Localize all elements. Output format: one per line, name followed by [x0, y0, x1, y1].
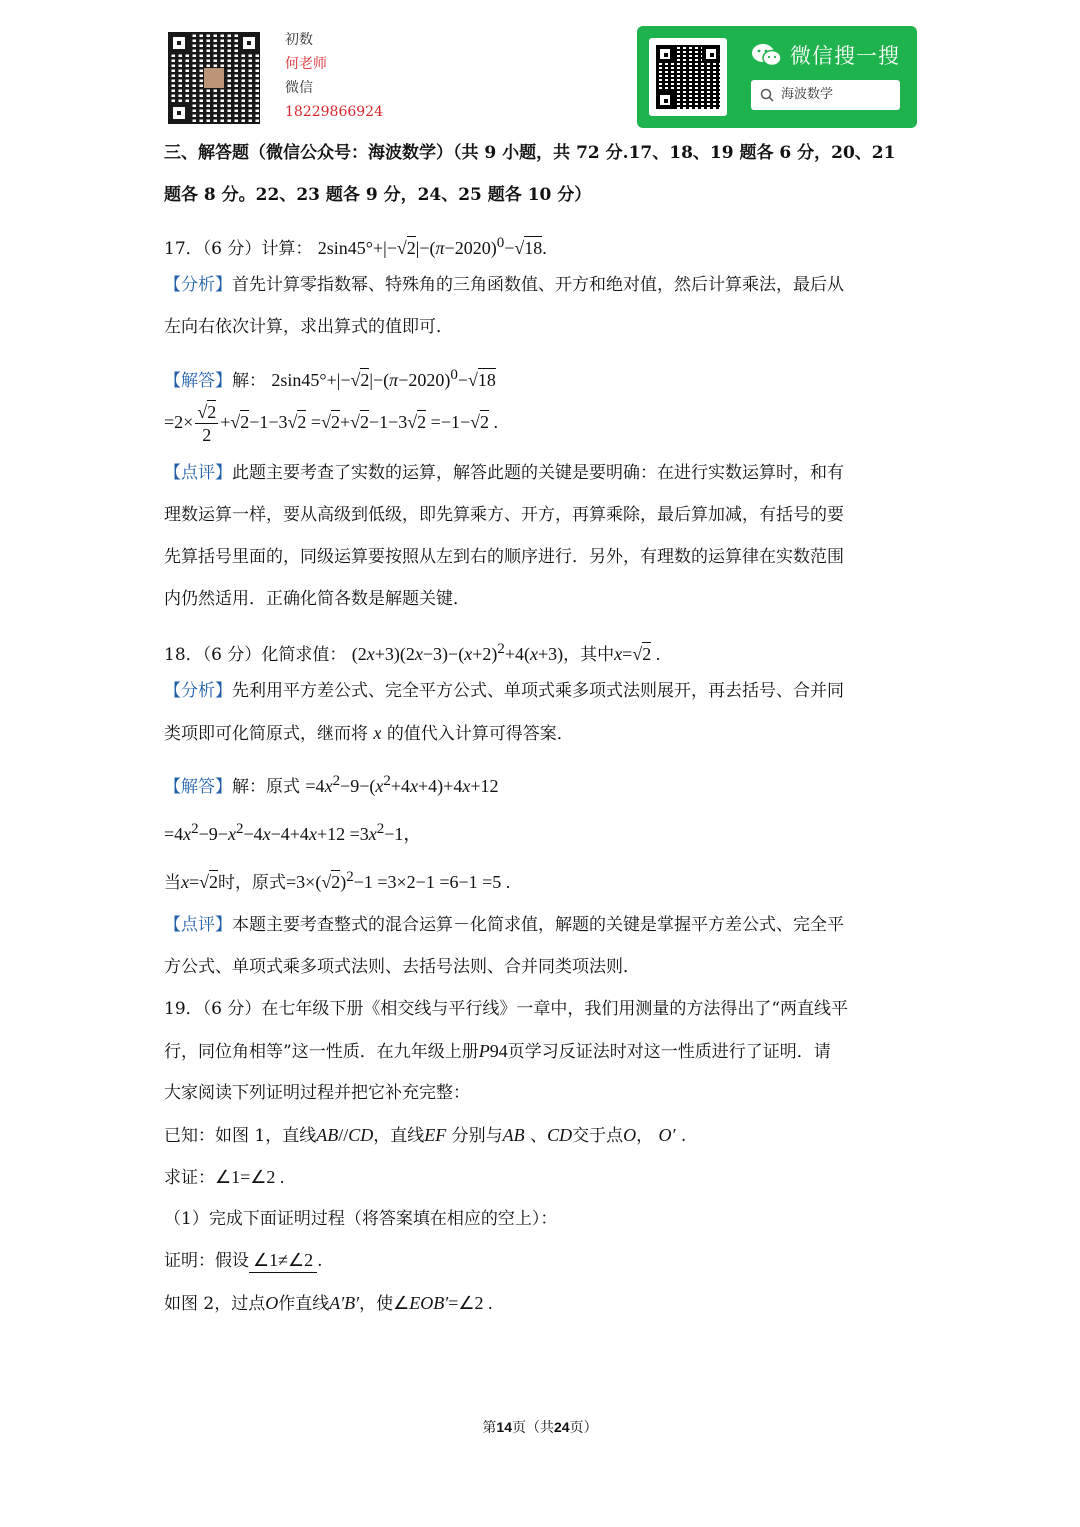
- answer-blank[interactable]: ∠1≠∠2: [249, 1248, 317, 1273]
- q19-proof: 证明：假设 ∠1≠∠2 .: [164, 1250, 323, 1271]
- q19-fig2: 如图 2，过点O作直线A′B′，使∠EOB′=∠2 .: [164, 1293, 493, 1314]
- document-body: 三、解答题（微信公众号：海波数学）（共 9 小题，共 72 分.17、18、19 题各 6 分，20、21 题各 8 分。22、23 题各 9 分，24、25 题各 10 分） 17．（6 分）计算： $2\sin 45^\circ+|-√2|-(\pi-2020)^0-√18$. 【分析】首先计算零指数幂、特殊角的三角函数值、开方和绝对值，然后计算乘法，最后从 左向右依次计算，求出算式的值即可． 【解答】解： $2\sin 45^\circ+|-√2|-(\pi-2020)^0-√18$ =2× $\frac{√2}{2}$ +√2−1−3√2 =√2+√2−1−3√2 =−1−√2 . 【点评】此题主要考查了实数的运算，解答此题的关键是要明确：在进行实数运算时，和有 理数运算一样，要从高级到低级，即先算乘方、开方，再算乘除，最后算加减，有括号的要 先算括号里面的，同级运算要按照从左到右的顺序进行．另外，有理数的运算律在实数范围 内仍然适用．正确化简各数是解题关键． 18．（6 分）化简求值： $(2x+3)(2x-3)-(x+2)^2+4(x+3)$，其中x=√2 . 【分析】先利用平方差公式、完全平方公式、单项式乘多项式法则展开，再去括号、合并同 类项即可化简原式，继而将 x 的值代入计算可得答案． 【解答】解：原式 $=4x^2-9-(x^2+4x+4)+4x+12$ $=4x^2-9-x^2-4x-4+4x+12 =3x^2-1$， 当x=√2时，原式$=3\times(√2)^2-1 =3\times 2-1 =6-1 =5$ . 【点评】本题主要考查整式的混合运算－化简求值，解题的关键是掌握平方差公式、完全平 方公式、单项式乘多项式法则、去括号法则、合并同类项法则． 19．（6 分）在七年级下册《相交线与平行线》一章中，我们用测量的方法得出了“两直线平 行，同位角相等”这一性质．在九年级上册P94页学习反证法时对这一性质进行了证明．请 大家阅读下列证明过程并把它补充完整： 已知：如图 1，直线AB//CD，直线EF 分别与AB 、CD交于点O， O′ . 求证：∠1=∠2 . （1）完成下面证明过程（将答案填在相应的空上）： 证明：假设 ∠1≠∠2 . 如图 2，过点O作直线A′B′，使∠EOB′=∠2 .: [164, 132, 924, 1324]
- contact-info: [285, 28, 383, 124]
- qr-code-right: [649, 38, 727, 116]
- q18-analysis: 【分析】先利用平方差公式、完全平方公式、单项式乘多项式法则展开，再去括号、合并同: [164, 681, 844, 701]
- wechat-card-title: 微信搜一搜: [790, 44, 900, 68]
- contact-line-3: 微信: [285, 80, 313, 96]
- wechat-search-card[interactable]: [637, 26, 917, 128]
- q18-statement: 18．（6 分）化简求值： $(2x+3)(2x-3)-(x+2)^2+4(x+3)$，其中x=√2 .: [164, 641, 661, 665]
- wechat-search-box[interactable]: [751, 80, 900, 110]
- contact-phone: 18229866924: [285, 104, 383, 120]
- q18-answer: 【解答】解：原式 $=4x^2-9-(x^2+4x+4)+4x+12$: [164, 773, 499, 797]
- q17-analysis: 【分析】首先计算零指数幂、特殊角的三角函数值、开方和绝对值，然后计算乘法，最后从: [164, 275, 844, 295]
- wechat-search-text: 海波数学: [781, 87, 834, 102]
- avatar: [204, 68, 224, 88]
- q17-answer-step: =2× $\frac{√2}{2}$ +√2−1−3√2 =√2+√2−1−3√2 =−1−√2 .: [164, 402, 499, 446]
- section-heading-1: 三、解答题（微信公众号：海波数学）（共 9 小题，共 72 分.17、18、19 题各 6 分，20、21: [164, 143, 896, 163]
- q19-statement: 19．（6 分）在七年级下册《相交线与平行线》一章中，我们用测量的方法得出了“两直线平: [164, 999, 849, 1019]
- q17-comment: 【点评】此题主要考查了实数的运算，解答此题的关键是要明确：在进行实数运算时，和有: [164, 463, 844, 483]
- contact-line-1: 初数: [285, 32, 313, 48]
- page-footer: 第14页（共24页）: [482, 1419, 598, 1436]
- qr-code-left: [168, 32, 260, 124]
- section-heading-2: 题各 8 分。22、23 题各 9 分，24、25 题各 10 分）: [164, 185, 592, 205]
- q19-sub1: （1）完成下面证明过程（将答案填在相应的空上）：: [164, 1209, 558, 1229]
- contact-teacher: 何老师: [285, 56, 327, 72]
- q18-comment: 【点评】本题主要考查整式的混合运算－化简求值，解题的关键是掌握平方差公式、完全平: [164, 915, 844, 935]
- q19-known: 已知：如图 1，直线AB//CD，直线EF 分别与AB 、CD交于点O， O′ .: [164, 1125, 687, 1146]
- search-icon: [760, 88, 774, 102]
- page-total: 24: [554, 1419, 570, 1435]
- wechat-logo-icon: [751, 42, 783, 68]
- q17-answer: 【解答】解： $2\sin 45^\circ+|-√2|-(\pi-2020)^0-√18$: [164, 367, 496, 391]
- page-number: 14: [496, 1419, 512, 1435]
- q17-statement: 17．（6 分）计算： $2\sin 45^\circ+|-√2|-(\pi-2020)^0-√18$.: [164, 235, 547, 259]
- q19-prove: 求证：∠1=∠2 .: [164, 1167, 285, 1188]
